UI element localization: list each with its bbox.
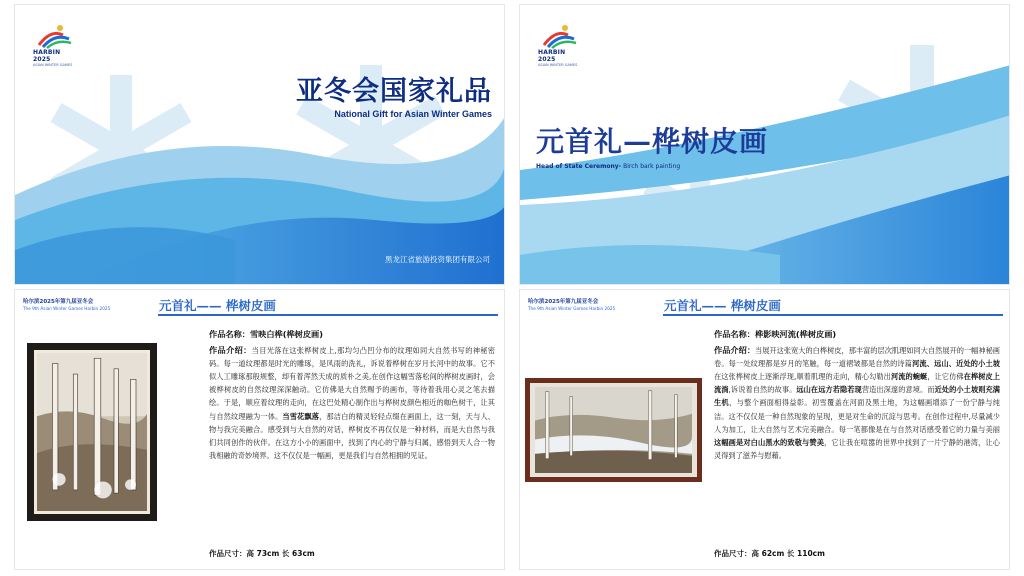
- games-name-en: The 9th Asian Winter Games Harbin 2025: [528, 306, 616, 311]
- slide-heading: 元首礼—— 桦树皮画: [664, 298, 781, 313]
- section-subtitle-bold: Head of State Ceremony-: [536, 163, 622, 170]
- intro-text-2: 在这张桦树皮上逐渐浮现,顺着肌理的走向，精心勾勒出: [714, 372, 891, 382]
- artwork-size: 作品尺寸：高 62cm 长 110cm: [714, 549, 825, 558]
- birch-river-painting: [535, 387, 692, 473]
- intro-text-7: ，它让我在喧嚣的世界中找到了一片宁静的港湾，让心灵得到了滋养与慰藉。: [714, 437, 1000, 460]
- skater-icon: [33, 23, 77, 49]
- harbin-2025-logo: [538, 23, 582, 67]
- artwork-name-label: 作品名称：: [209, 329, 250, 339]
- games-name-cn: 哈尔滨2025年第九届亚冬会: [528, 299, 599, 305]
- intro-bold-5: 近处的小土坡则充满生机: [714, 385, 1000, 408]
- artwork-description: [714, 328, 1000, 462]
- skater-icon: [538, 23, 582, 49]
- intro-bold-6: 这幅画是对白山黑水的致敬与赞美: [714, 437, 825, 447]
- intro-bold-3: 在桦树皮上流淌: [714, 372, 1000, 395]
- slide-heading: 元首礼—— 桦树皮画: [159, 298, 276, 313]
- logo-subtext: ASIAN WINTER GAMES: [33, 63, 73, 67]
- intro-text-1: 当目光落在这张桦树皮上,那均匀凸凹分布的纹理如同大自然书写的神秘密码。每一道纹理都是时光的雕琢，是风雨的洗礼，诉说着桦树在岁月长河中的故事。它不似人工雕琢那般规整，却有着浑然天成的质朴之美,在创作这幅雪落松间的桦树皮画时，会被桦树皮的自然纹理深深触动。它仿佛是大自然赐予的画布，等待着我用心灵之笔去描绘。于是，顺应着纹理的走向，在这巴处精心制作出与桦树皮颜色相近的咖色树干，让其与自然纹理融为一体。: [209, 346, 495, 421]
- heading-underline: [663, 314, 1003, 316]
- artwork-name-label: 作品名称：: [714, 329, 755, 339]
- intro-text-5: 营造出深邃的意境。而: [861, 385, 935, 395]
- section-slide[interactable]: [519, 4, 1010, 285]
- artwork-description: [209, 328, 495, 462]
- intro-text-2: ，那洁白的精灵轻轻点缀在画面上，这一刻，天与人、物与我完美融合。感受到与大自然的对话，桦树皮不再仅仅是一种材料，而是大自然与我们共同创作的伙伴。在这方小小的画面中，找到了内心的宁静与归属，感悟到天人合一物我相融的奇妙境界。这不仅仅是一幅画，更是我们与自然相拥的见证。: [209, 411, 495, 460]
- logo-subtext: ASIAN WINTER GAMES: [538, 63, 578, 67]
- logo-text: HARBIN 2025: [33, 49, 61, 63]
- cover-slide[interactable]: [14, 4, 505, 285]
- section-title: 元首礼—桦树皮画: [536, 125, 769, 158]
- cover-subtitle: National Gift for Asian Winter Games: [334, 109, 492, 119]
- intro-text-1: 当展开这张宽大的白桦树皮，那丰富的层次肌理如同大自然展开的一幅神秘画卷。每一处纹理都是岁月的笔触，每一道褶皱都是自然的诗篇: [714, 346, 1000, 369]
- section-subtitle-light: Birch bark painting: [621, 163, 681, 170]
- artwork-slide-2[interactable]: [519, 289, 1010, 570]
- artwork-name: 雪映白桦(桦树皮画): [249, 329, 323, 339]
- intro-bold-1: 当雪花飘落: [282, 411, 320, 421]
- artwork-slide-1[interactable]: [14, 289, 505, 570]
- artwork-name-line: [714, 328, 1000, 341]
- games-header: [23, 298, 110, 312]
- artwork-image: [27, 343, 157, 521]
- organization-name: 黑龙江省旅游投资集团有限公司: [385, 255, 490, 264]
- games-header: [528, 298, 615, 312]
- intro-bold-4: 远山在远方若隐若现: [796, 385, 862, 395]
- intro-text-3: ，让它仿佛: [927, 372, 964, 382]
- snowflake-wave-background: [15, 5, 505, 285]
- intro-text-4: ,诉说着自然的故事。: [728, 385, 797, 395]
- intro-bold-1: 河流、远山、近处的小土坡: [912, 359, 1000, 369]
- intro-label: 作品介绍：: [209, 345, 252, 356]
- games-name-cn: 哈尔滨2025年第九届亚冬会: [23, 299, 94, 305]
- cover-title: 亚冬会国家礼品: [296, 76, 492, 107]
- birch-forest-painting: [37, 353, 147, 511]
- harbin-2025-logo: [33, 23, 77, 67]
- intro-label: 作品介绍：: [714, 345, 756, 356]
- logo-text: HARBIN 2025: [538, 49, 566, 63]
- intro-text-6: ，与整个画面相得益彰。初雪覆盖在河面及黑土地，为这幅画增添了一份宁静与纯洁。这不仅仅是一种自然现象的呈现，更是对生命的沉淀与思考。在创作过程中,尽量减少人为加工，让大自然与艺术完美融合。每一笔都像是在与自然对话感受着它的力量与美丽: [714, 398, 1000, 434]
- intro-bold-2: 河流的蜿蜒: [890, 372, 928, 382]
- artwork-name: 桦影映河流(桦树皮画): [754, 329, 837, 339]
- artwork-mat: [34, 350, 150, 514]
- section-subtitle: [536, 163, 680, 170]
- artwork-mat: [530, 383, 697, 477]
- artwork-image: [525, 378, 702, 482]
- artwork-name-line: [209, 328, 495, 341]
- artwork-size: 作品尺寸：高 73cm 长 63cm: [209, 549, 315, 558]
- games-name-en: The 9th Asian Winter Games Harbin 2025: [23, 306, 111, 311]
- heading-underline: [158, 314, 498, 316]
